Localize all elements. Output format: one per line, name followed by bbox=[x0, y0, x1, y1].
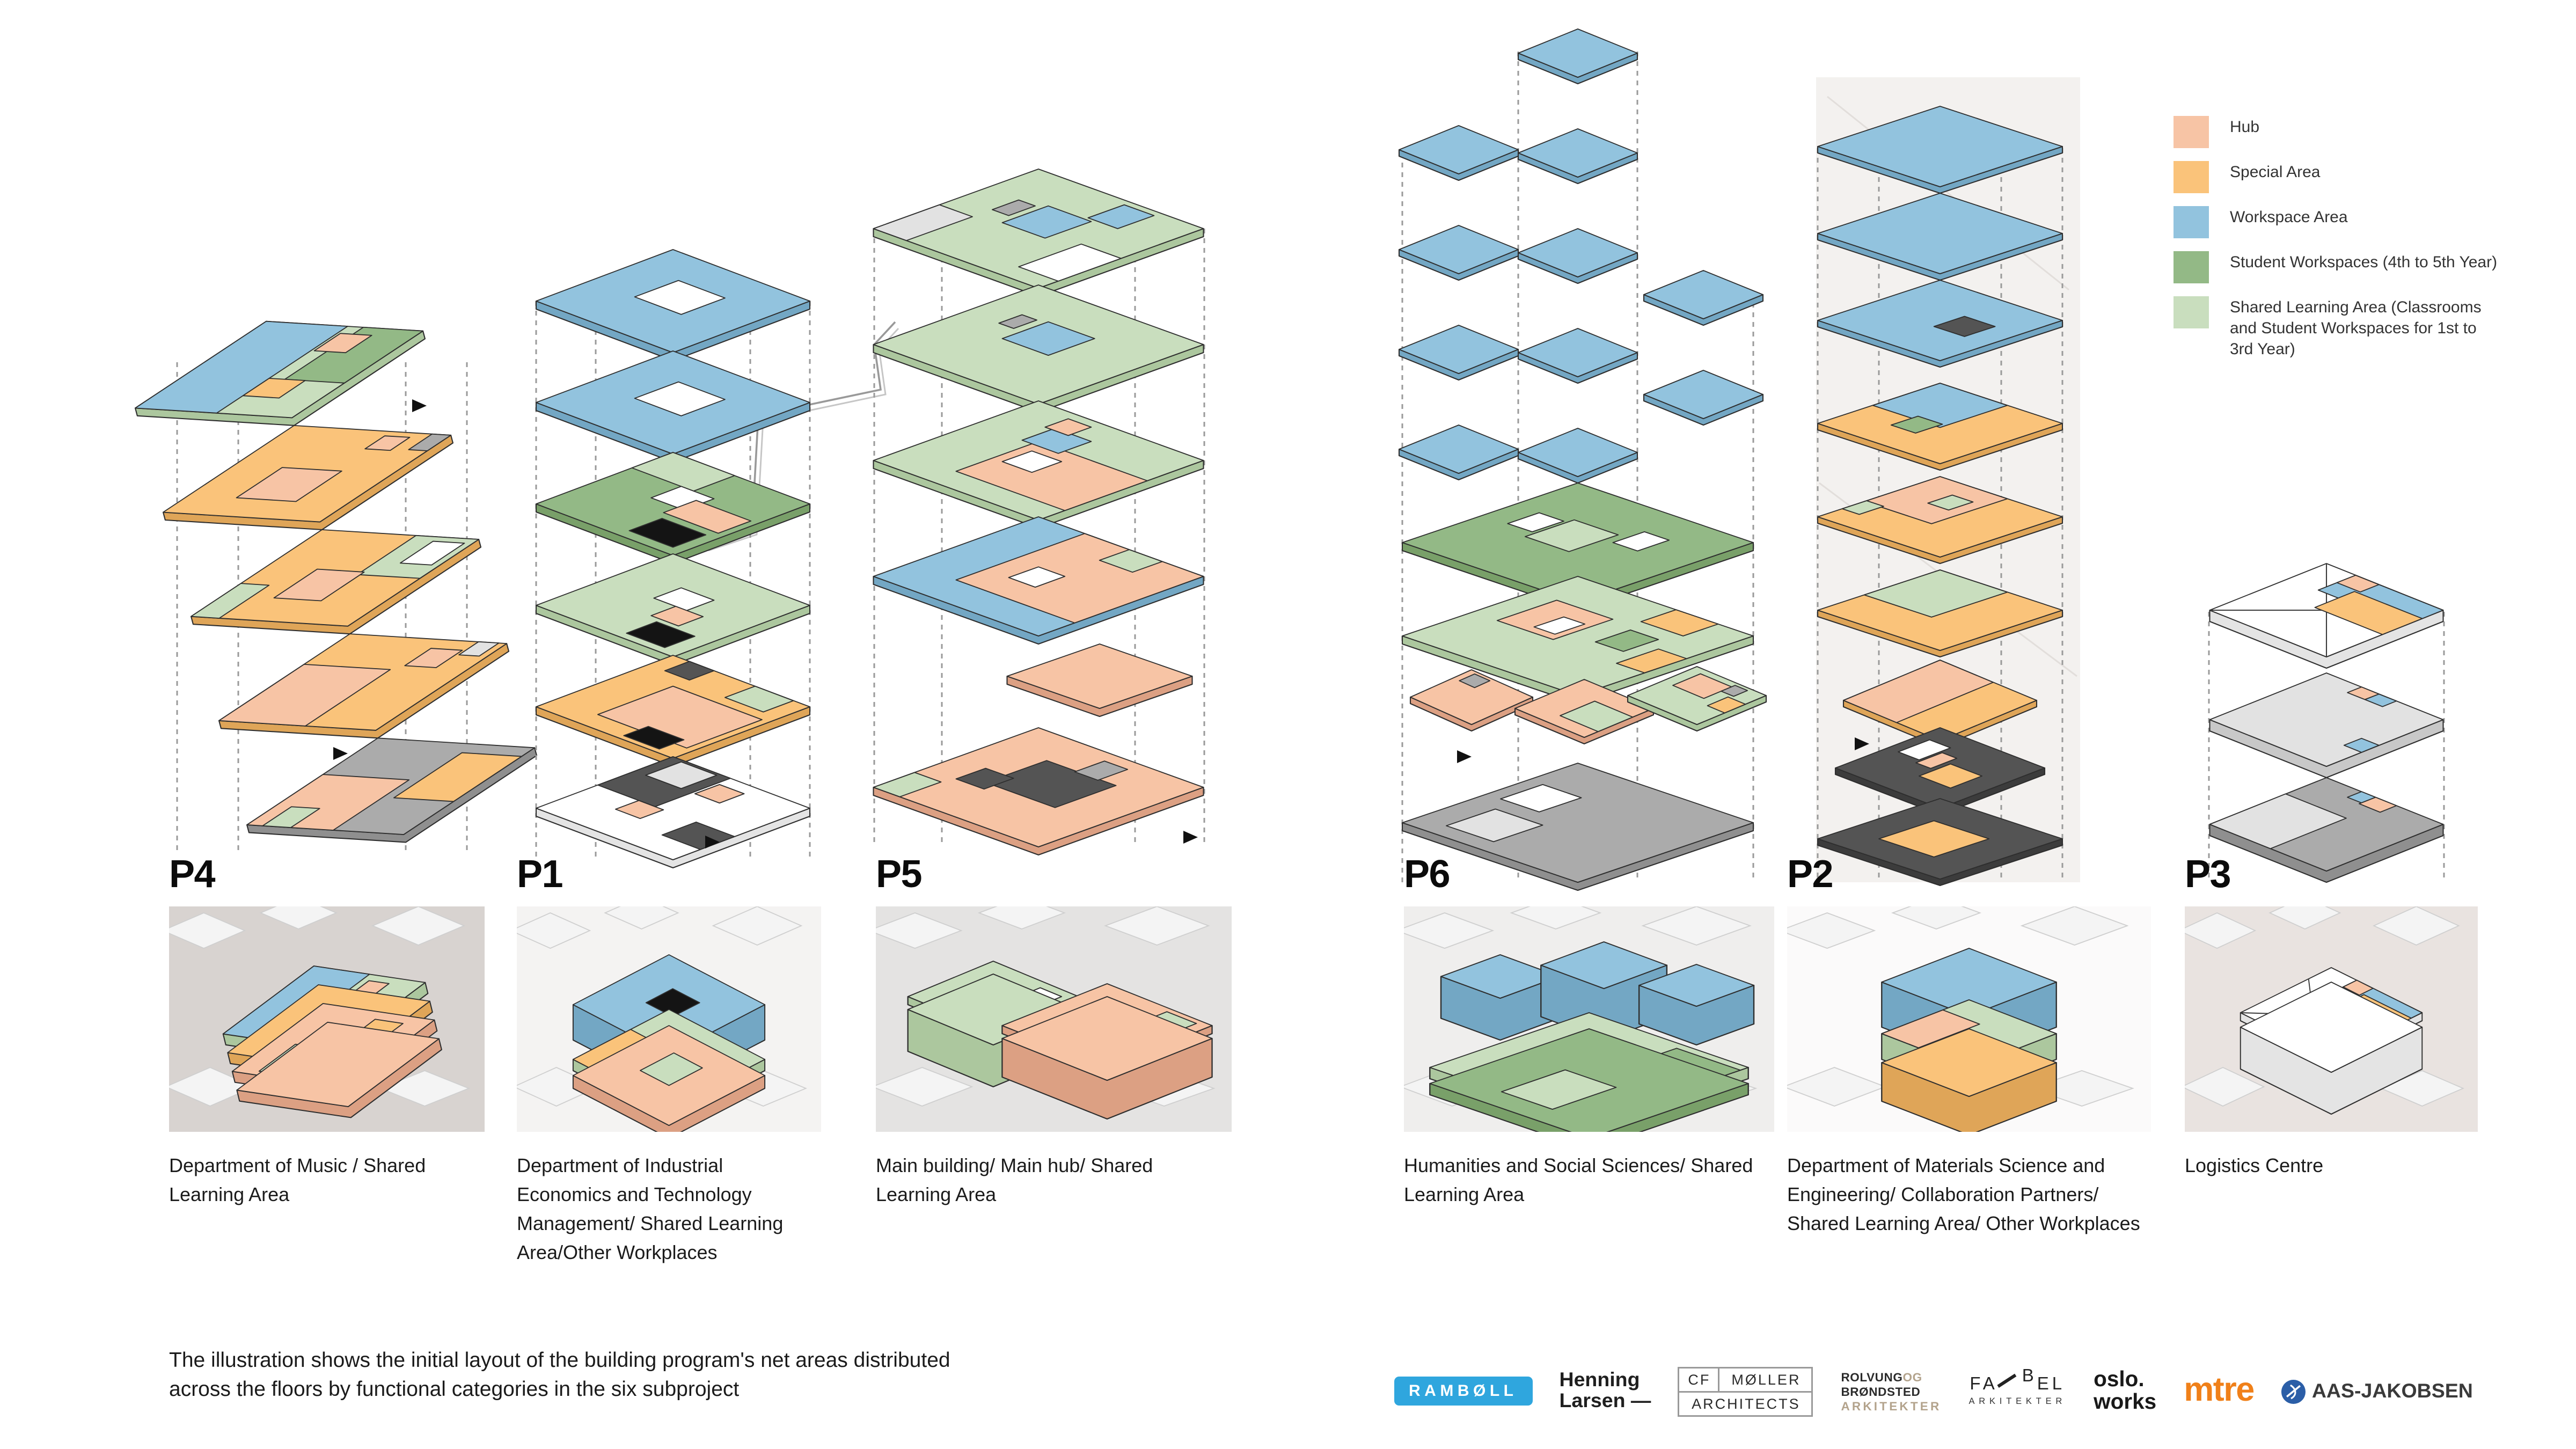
plate-patch-w bbox=[1399, 225, 1518, 274]
ramboll-wordmark: RAMBØLL bbox=[1409, 1383, 1518, 1401]
legend-label-special: Special Area bbox=[2230, 164, 2321, 182]
legend-swatch-shared bbox=[2174, 296, 2209, 328]
legend-row-hub bbox=[2174, 116, 2504, 148]
project-description-P5: Main building/ Main hub/ Shared Learning Area bbox=[876, 1154, 1153, 1206]
plate-patch-w bbox=[1644, 370, 1763, 419]
logo-aas-jakobsen bbox=[2281, 1379, 2473, 1403]
project-column-P4 bbox=[169, 853, 485, 1209]
stack-P5 bbox=[874, 169, 1205, 855]
stack-P3 bbox=[2209, 564, 2444, 882]
direction-arrow-icon bbox=[1457, 750, 1472, 763]
stack-P6 bbox=[1399, 29, 1766, 890]
plate-patch-w bbox=[1518, 328, 1637, 377]
project-label-P3: P3 bbox=[2185, 853, 2231, 897]
plate-patch-w bbox=[1644, 270, 1763, 319]
legend-row-special bbox=[2174, 161, 2504, 193]
fabel-arkitekter: ARKITEKTER bbox=[1968, 1397, 2067, 1407]
project-column-P3 bbox=[2185, 853, 2478, 1180]
cf-moller-architects: ARCHITECTS bbox=[1692, 1395, 1801, 1411]
plate-patch-w bbox=[1518, 129, 1637, 177]
cf-moller-top-row bbox=[1680, 1368, 1812, 1392]
project-label-P5: P5 bbox=[876, 853, 922, 897]
thumbnail-P3 bbox=[2185, 906, 2478, 1132]
logo-cf-moller bbox=[1678, 1366, 1813, 1416]
cf-moller-cf: CF bbox=[1680, 1368, 1720, 1391]
legend-row-student bbox=[2174, 251, 2504, 283]
project-column-P2 bbox=[1787, 853, 2151, 1238]
direction-arrow-icon bbox=[333, 747, 348, 760]
thumbnail-P2 bbox=[1787, 906, 2151, 1132]
project-column-P6 bbox=[1404, 853, 1774, 1209]
project-column-P5 bbox=[876, 853, 1232, 1209]
henning-line1: Henning bbox=[1559, 1367, 1640, 1391]
oslo-line2: works bbox=[2094, 1389, 2157, 1414]
fabel-wordmark bbox=[1968, 1367, 2066, 1394]
aas-jakobsen-globe-icon bbox=[2281, 1379, 2306, 1403]
stack-rotated-P4 bbox=[122, 283, 550, 881]
plate-patch-w bbox=[1518, 229, 1637, 277]
project-description-P6: Humanities and Social Sciences/ Shared Learning Area bbox=[1404, 1154, 1753, 1206]
legend-row-shared bbox=[2174, 296, 2504, 361]
project-label-P6: P6 bbox=[1404, 853, 1450, 897]
thumbnail-P5 bbox=[876, 906, 1232, 1132]
fabel-el: EL bbox=[2037, 1375, 2066, 1394]
plate-patch-w bbox=[1518, 428, 1637, 477]
logo-row bbox=[1394, 1352, 2505, 1430]
project-label-P2: P2 bbox=[1787, 853, 1833, 897]
direction-arrow-icon bbox=[412, 399, 427, 412]
stack-P4 bbox=[122, 283, 550, 881]
rolvung-line3: ARKITEKTER bbox=[1841, 1398, 1942, 1413]
legend-swatch-special bbox=[2174, 161, 2209, 193]
legend-label-hub: Hub bbox=[2230, 119, 2260, 137]
rolvung-line1 bbox=[1841, 1370, 1941, 1384]
caption-text: The illustration shows the initial layout of the building program's net areas distributed across the floors by functional categories in the six subproject bbox=[169, 1348, 950, 1402]
logo-rolvung-brondsted bbox=[1841, 1370, 1941, 1413]
legend bbox=[2174, 116, 2504, 374]
plate-patch-w bbox=[1399, 126, 1518, 174]
thumbnail-P4 bbox=[169, 906, 485, 1132]
plate-patch-w bbox=[1399, 325, 1518, 374]
legend-label-shared: Shared Learning Area (Classrooms and Student Workspaces for 1st to 3rd Year) bbox=[2230, 299, 2482, 359]
project-description-P2: Department of Materials Science and Engineering/ Collaboration Partners/ Shared Learning Area/ Other Workplaces bbox=[1787, 1154, 2140, 1235]
rolvung-line2: BRØNDSTED bbox=[1841, 1384, 1921, 1399]
plate-patch-w bbox=[1518, 29, 1637, 77]
project-description-P3: Logistics Centre bbox=[2185, 1154, 2324, 1177]
legend-label-workspace: Workspace Area bbox=[2230, 209, 2348, 227]
fabel-fa: FA bbox=[1970, 1375, 1998, 1394]
legend-swatch-student bbox=[2174, 251, 2209, 283]
logo-oslo-works bbox=[2094, 1368, 2156, 1413]
plate-patch-w bbox=[1399, 425, 1518, 473]
legend-label-student: Student Workspaces (4th to 5th Year) bbox=[2230, 254, 2498, 272]
oslo-line1: oslo. bbox=[2094, 1367, 2145, 1392]
project-label-P4: P4 bbox=[169, 853, 215, 897]
legend-swatch-hub bbox=[2174, 116, 2209, 148]
direction-arrow-icon bbox=[1183, 831, 1198, 844]
thumbnail-P1 bbox=[517, 906, 821, 1132]
stack-P1 bbox=[536, 250, 810, 868]
henning-line2: Larsen — bbox=[1559, 1389, 1651, 1412]
legend-swatch-workspace bbox=[2174, 206, 2209, 238]
logo-ramboll bbox=[1394, 1377, 1532, 1406]
aas-jakobsen-wordmark: AAS-JAKOBSEN bbox=[2311, 1380, 2473, 1402]
logo-mtre: mtre bbox=[2184, 1372, 2254, 1409]
project-description-P4: Department of Music / Shared Learning Area bbox=[169, 1154, 426, 1206]
project-description-P1: Department of Industrial Economics and Technology Management/ Shared Learning Area/Other Workplaces bbox=[517, 1154, 784, 1264]
fabel-b: B bbox=[2022, 1367, 2037, 1386]
plate-patch-h bbox=[1007, 644, 1192, 708]
plate-patch-L bbox=[2210, 673, 2443, 766]
cf-moller-moller: MØLLER bbox=[1731, 1371, 1801, 1387]
legend-row-workspace bbox=[2174, 206, 2504, 238]
rolvung-og: OG bbox=[1902, 1369, 1922, 1384]
thumbnail-P6 bbox=[1404, 906, 1774, 1132]
project-label-P1: P1 bbox=[517, 853, 563, 897]
fabel-slash-icon bbox=[1997, 1373, 2016, 1386]
project-column-P1 bbox=[517, 853, 821, 1267]
rolvung-word: ROLVUNG bbox=[1841, 1369, 1903, 1384]
logo-henning-larsen bbox=[1559, 1367, 1651, 1413]
logo-fabel bbox=[1968, 1367, 2067, 1407]
